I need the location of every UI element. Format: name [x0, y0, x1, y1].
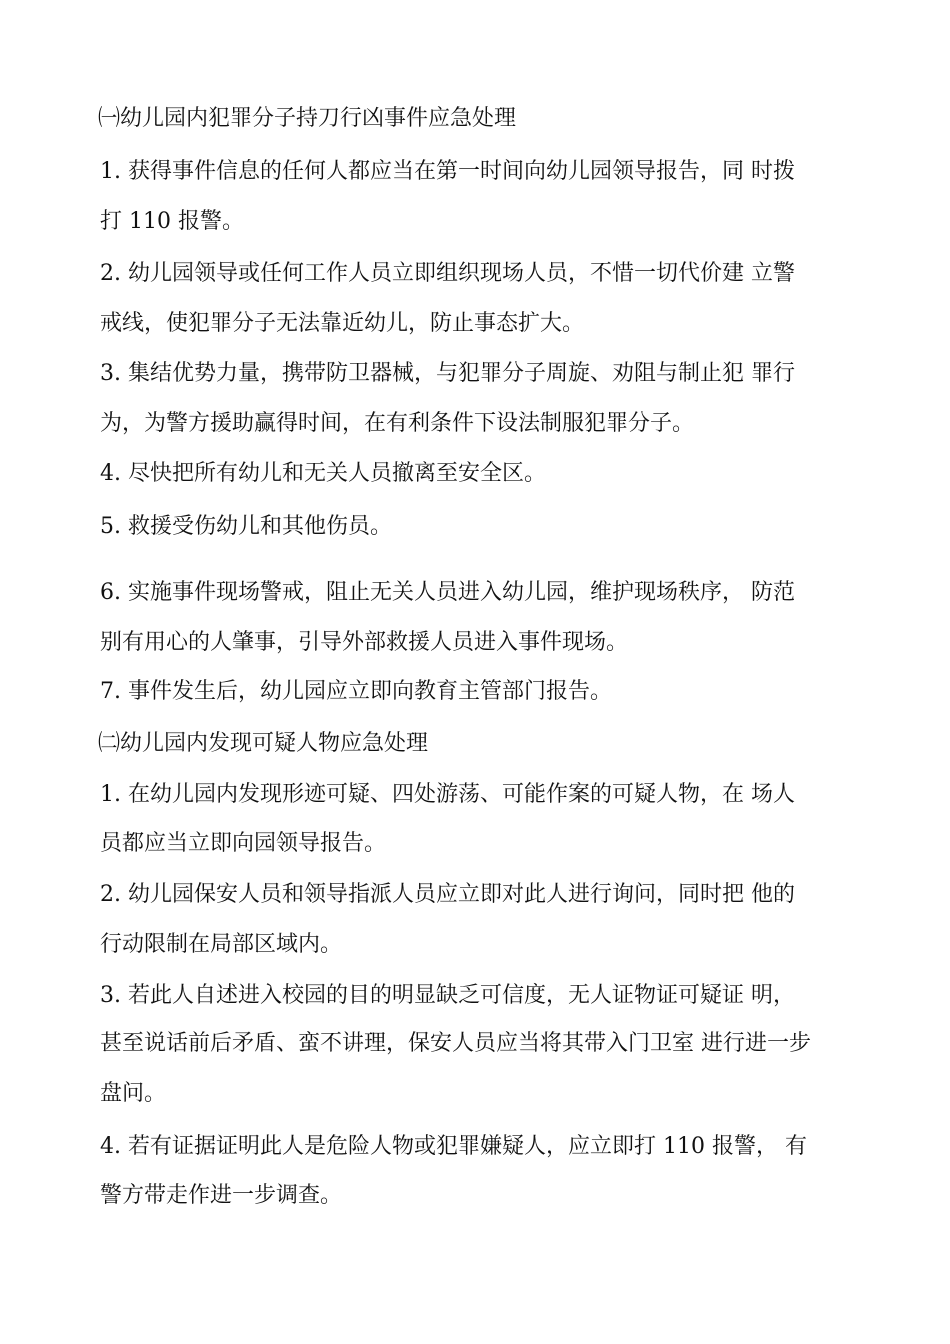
item-1-3-line-1: 3. 集结优势力量，携带防卫器械，与犯罪分子周旋、劝阻与制止犯 罪行 [100, 361, 795, 386]
item-2-4-line-2: 警方带走作进一步调查。 [100, 1183, 343, 1208]
item-1-4-line-1: 4. 尽快把所有幼儿和无关人员撤离至安全区。 [100, 461, 546, 486]
item-1-5-line-1: 5. 救援受伤幼儿和其他伤员。 [100, 514, 392, 539]
item-2-2-line-2: 行动限制在局部区域内。 [100, 932, 343, 957]
item-1-3-line-2: 为，为警方援助赢得时间，在有利条件下设法制服犯罪分子。 [100, 411, 695, 436]
item-1-1-line-2: 打 110 报警。 [100, 209, 244, 234]
item-1-7-line-1: 7. 事件发生后，幼儿园应立即向教育主管部门报告。 [100, 679, 612, 704]
item-2-1-line-2: 员都应当立即向园领导报告。 [100, 831, 387, 856]
item-2-4-line-1: 4. 若有证据证明此人是危险人物或犯罪嫌疑人，应立即打 110 报警， 有 [100, 1134, 807, 1159]
item-1-6-line-2: 别有用心的人肇事，引导外部救援人员进入事件现场。 [100, 630, 629, 655]
item-1-2-line-2: 戒线，使犯罪分子无法靠近幼儿，防止事态扩大。 [100, 311, 585, 336]
item-2-3-line-3: 盘问。 [100, 1081, 167, 1106]
section-heading-1: ㈠幼儿园内犯罪分子持刀行凶事件应急处理 [98, 106, 517, 131]
section-heading-2: ㈡幼儿园内发现可疑人物应急处理 [98, 731, 429, 756]
item-2-2-line-1: 2. 幼儿园保安人员和领导指派人员应立即对此人进行询问，同时把 他的 [100, 882, 795, 907]
item-2-1-line-1: 1. 在幼儿园内发现形迹可疑、四处游荡、可能作案的可疑人物，在 场人 [100, 782, 795, 807]
item-1-1-line-1: 1. 获得事件信息的任何人都应当在第一时间向幼儿园领导报告，同 时拨 [100, 159, 795, 184]
item-1-6-line-1: 6. 实施事件现场警戒，阻止无关人员进入幼儿园，维护现场秩序， 防范 [100, 580, 795, 605]
item-2-3-line-1: 3. 若此人自述进入校园的目的明显缺乏可信度，无人证物证可疑证 明， [100, 983, 795, 1008]
item-1-2-line-1: 2. 幼儿园领导或任何工作人员立即组织现场人员，不惜一切代价建 立警 [100, 261, 795, 286]
item-2-3-line-2: 甚至说话前后矛盾、蛮不讲理，保安人员应当将其带入门卫室 进行进一步 [100, 1031, 811, 1056]
